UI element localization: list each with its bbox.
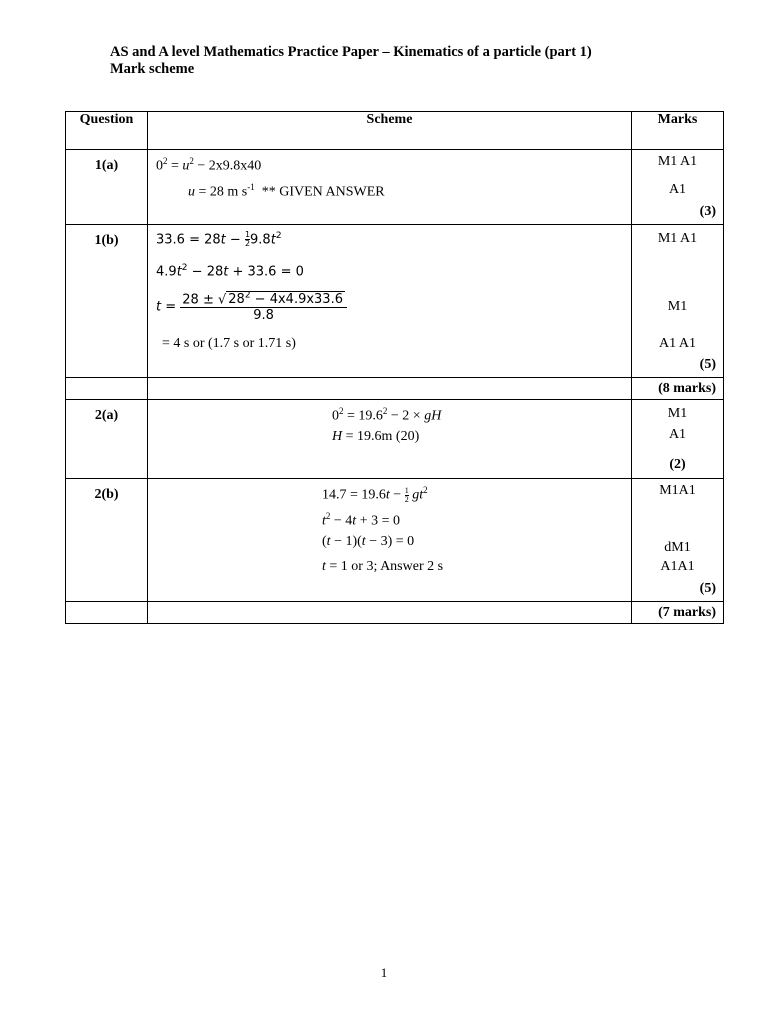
mark: A1 bbox=[668, 427, 687, 442]
table-row-q1-total bbox=[66, 378, 724, 400]
mark: M1A1 bbox=[659, 483, 696, 498]
answer: t = 1 or 3; Answer 2 s bbox=[322, 559, 444, 574]
question-label: 2(b) bbox=[66, 479, 148, 602]
equation: $4.9t^2 - 28t + 33.6 = 0$ bbox=[156, 263, 304, 280]
question-label: 1(b) bbox=[66, 225, 148, 378]
h-value: 19.6m (20) bbox=[357, 429, 420, 444]
header-question: Question bbox=[66, 112, 148, 150]
subtotal: (5) bbox=[699, 357, 716, 372]
document-title: AS and A level Mathematics Practice Paper – Kinematics of a particle (part 1) bbox=[110, 44, 592, 60]
given-answer-note: ** GIVEN ANSWER bbox=[261, 184, 385, 200]
question-label: 1(a) bbox=[66, 150, 148, 225]
equation: $0^2 = u^2 - 2x9.8x40$ bbox=[156, 156, 262, 174]
table-row-q1b bbox=[66, 225, 724, 378]
equation: $0^2 = 19.6^2 - 2$ × gH bbox=[332, 406, 442, 424]
scheme-cell bbox=[148, 225, 632, 378]
question-total: (8 marks) bbox=[632, 378, 724, 400]
table-header-row bbox=[66, 112, 724, 150]
equation: H = 19.6m (20) bbox=[332, 429, 420, 444]
equation: 33.6 = 28t − $\frac{1}{2}$ $9.8t^2$ bbox=[156, 230, 282, 249]
quadratic-formula: t = $\frac{28 \pm √ 28^2 - 4x4.9x33.6}{9.8}$ bbox=[156, 291, 347, 323]
mark: M1 A1 bbox=[657, 231, 698, 246]
equation: (t − 1)(t − 3) = 0 bbox=[322, 534, 415, 549]
mark: A1A1 bbox=[660, 559, 695, 574]
document-subtitle: Mark scheme bbox=[110, 61, 195, 77]
table-row-q2-total bbox=[66, 602, 724, 624]
header-marks: Marks bbox=[632, 112, 724, 150]
subtotal: (2) bbox=[669, 457, 686, 472]
table-row-q2b bbox=[66, 479, 724, 602]
marks-cell bbox=[632, 400, 724, 479]
scheme-cell bbox=[148, 479, 632, 602]
subtotal: (3) bbox=[699, 204, 716, 219]
question-total: (7 marks) bbox=[632, 602, 724, 624]
equation: 14.7 = 19.6t − $\frac{1}{2}$ $gt^2$ bbox=[322, 485, 428, 504]
answer: = 4 s or (1.7 s or 1.71 s) bbox=[162, 336, 296, 351]
marks-cell bbox=[632, 225, 724, 378]
mark-scheme-table bbox=[65, 111, 724, 624]
equation: u = 28 m $s^{-1}$ ** GIVEN ANSWER bbox=[188, 182, 385, 200]
equation: $t^2 - 4t + 3 = 0$ bbox=[322, 511, 400, 529]
scheme-cell bbox=[148, 150, 632, 225]
answer-text: 1 or 3; Answer 2 s bbox=[340, 559, 444, 574]
page-number: 1 bbox=[380, 965, 388, 980]
mark: M1 A1 bbox=[657, 154, 698, 169]
scheme-cell bbox=[148, 400, 632, 479]
mark: A1 bbox=[668, 182, 687, 197]
table-row-q1a bbox=[66, 150, 724, 225]
mark: dM1 bbox=[664, 540, 691, 555]
mark: M1 bbox=[667, 299, 688, 314]
mark: A1 A1 bbox=[659, 336, 696, 351]
marks-cell bbox=[632, 479, 724, 602]
table-row-q2a bbox=[66, 400, 724, 479]
question-label: 2(a) bbox=[66, 400, 148, 479]
subtotal: (5) bbox=[699, 581, 716, 596]
header-scheme: Scheme bbox=[148, 112, 632, 150]
document-header bbox=[110, 44, 592, 78]
marks-cell bbox=[632, 150, 724, 225]
mark: M1 bbox=[667, 406, 688, 421]
